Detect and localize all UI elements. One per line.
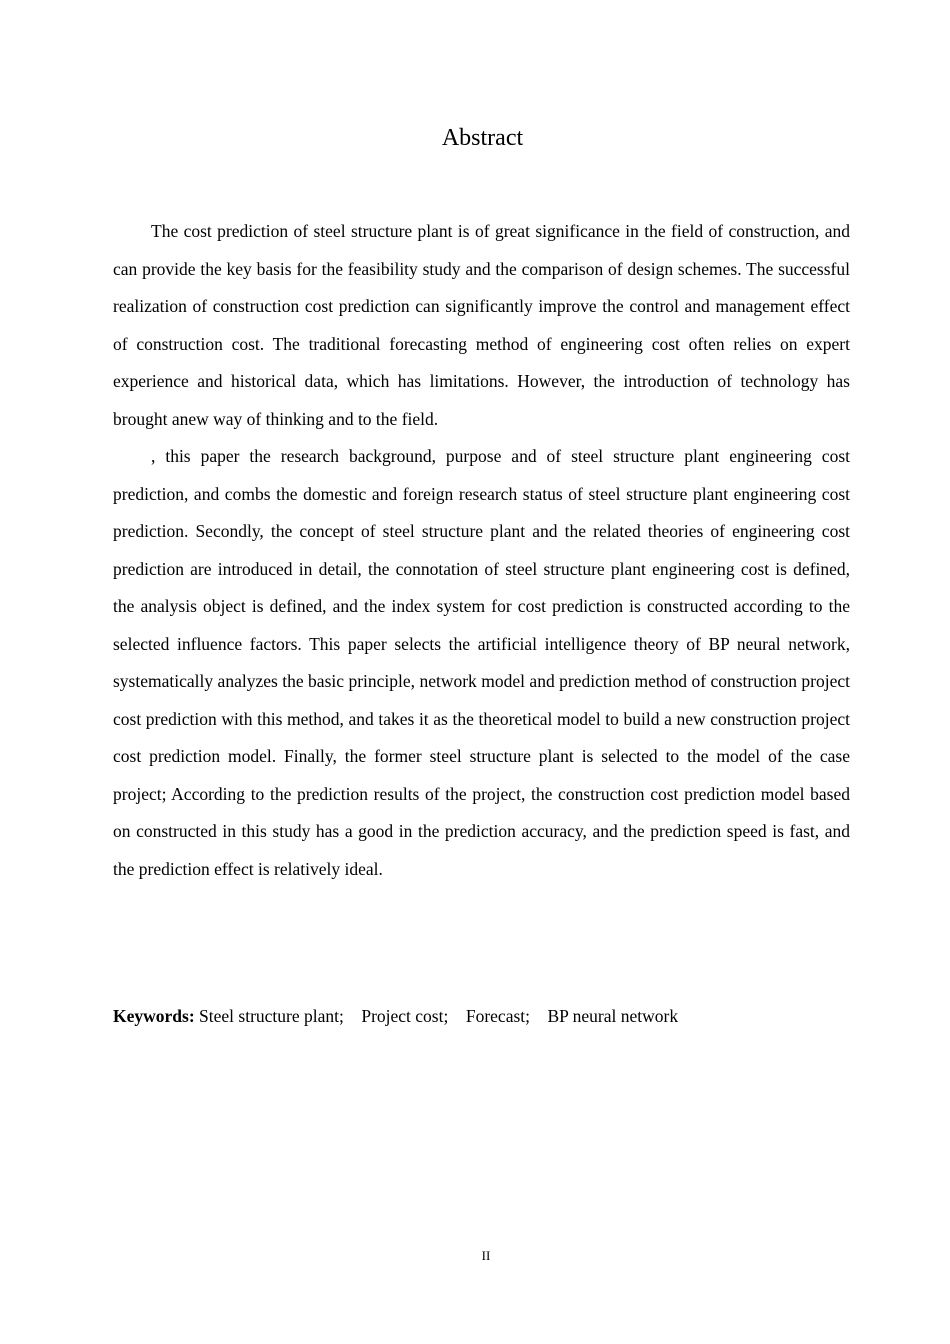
keywords-label: Keywords: <box>113 1006 195 1026</box>
abstract-paragraph-2: , this paper the research background, purpose and of steel structure plant engineering cost prediction, and combs the domestic and foreign research status of steel structure plant engineering cost prediction. Secondly, the concept of steel structure plant and the related theories of engineering cost prediction are introduced in detail, the connotation of steel structure plant engineering cost is defined, the analysis object is defined, and the index system for cost prediction is constructed according to the selected influence factors. This paper selects the artificial intelligence theory of BP neural network, systematically analyzes the basic principle, network model and prediction method of construction project cost prediction with this method, and takes it as the theoretical model to build a new construction project cost prediction model. Finally, the former steel structure plant is selected to the model of the case project; According to the prediction results of the project, the construction cost prediction model based on constructed in this study has a good in the prediction accuracy, and the prediction speed is fast, and the prediction effect is relatively ideal. <box>113 446 850 879</box>
page-number: II <box>481 1248 491 1263</box>
page-title: Abstract <box>441 125 524 151</box>
abstract-body <box>113 213 850 888</box>
keywords-line <box>113 998 853 1035</box>
abstract-paragraph-1: The cost prediction of steel structure plant is of great significance in the field of construction, and can provide the key basis for the feasibility study and the comparison of design schemes. The successful realization of construction cost prediction can significantly improve the control and management effect of construction cost. The traditional forecasting method of engineering cost often relies on expert experience and historical data, which has limitations. However, the introduction of technology has brought anew way of thinking and to the field. <box>113 221 850 429</box>
keywords-text: Steel structure plant; Project cost; Forecast; BP neural network <box>194 1006 679 1026</box>
